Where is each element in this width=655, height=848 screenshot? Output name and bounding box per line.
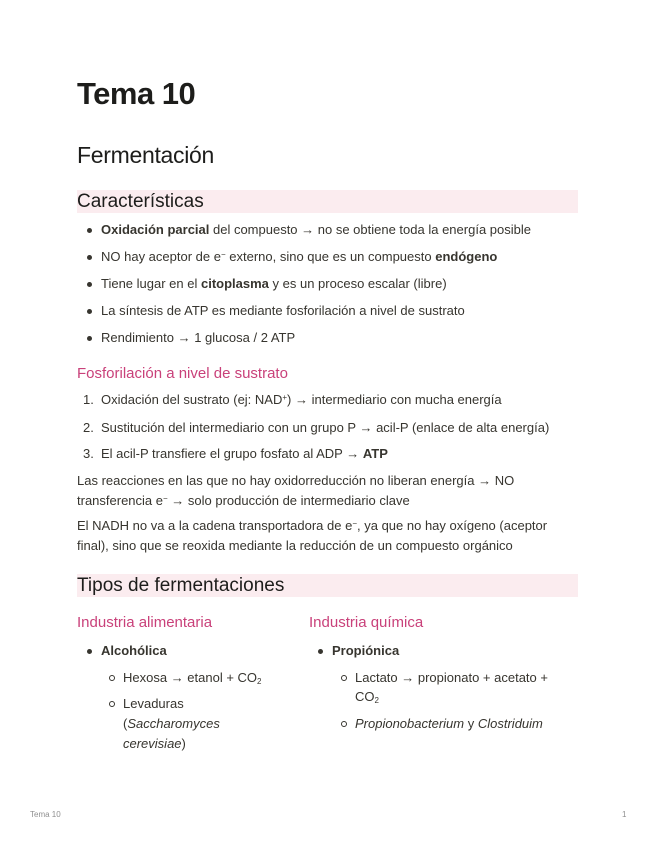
caracteristicas-heading-band bbox=[77, 190, 578, 213]
sub-list-item-cont: $CO_2$ bbox=[355, 689, 379, 705]
section-title: Fermentación bbox=[77, 142, 215, 168]
step-number: 1. bbox=[83, 392, 94, 407]
sub-list-item-cont: cerevisiae) bbox=[123, 736, 186, 751]
sub-list-item-cont: (Saccharomyces bbox=[123, 716, 220, 731]
step-number: 2. bbox=[83, 420, 94, 435]
tipos-heading: Tipos de fermentaciones bbox=[77, 575, 285, 596]
step-text: El acil-P transfiere el grupo fosfato al ADP → ATP bbox=[101, 446, 388, 461]
list-item: Tiene lugar en el citoplasma y es un proceso escalar (libre) bbox=[101, 274, 447, 294]
list-item: NO hay aceptor de e− externo, sino que es un compuesto endógeno bbox=[101, 247, 497, 267]
paragraph-line: El NADH no va a la cadena transportadora de e−, ya que no hay oxígeno (aceptor bbox=[77, 518, 548, 533]
fosforilacion-heading: Fosforilación a nivel de sustrato bbox=[77, 365, 288, 382]
tipos-heading-band bbox=[77, 574, 578, 597]
sub-list-item: Hexosa → etanol + $CO_2$ bbox=[123, 670, 262, 686]
page-number: 1 bbox=[622, 810, 627, 819]
sub-list-item: Lactato → propionato + acetato + bbox=[355, 668, 548, 688]
list-item: Rendimiento → 1 glucosa / 2 ATP bbox=[101, 328, 295, 348]
paragraph-line: Las reacciones en las que no hay oxidorreducción no liberan energía → NO bbox=[77, 473, 515, 488]
list-item: Alcohólica bbox=[101, 641, 167, 661]
paragraph-line: final), sino que se reoxida mediante la reducción de un compuesto orgánico bbox=[77, 538, 513, 553]
step-text: Sustitución del intermediario con un grupo P → acil-P (enlace de alta energía) bbox=[101, 420, 550, 435]
paragraph-line: transferencia e− → solo producción de intermediario clave bbox=[77, 493, 410, 508]
sub-list-item: Propionobacterium y Clostriduim bbox=[355, 714, 543, 734]
list-item: Oxidación parcial del compuesto → no se obtiene toda la energía posible bbox=[101, 220, 531, 240]
list-item: Propiónica bbox=[332, 641, 399, 661]
list-item: La síntesis de ATP es mediante fosforilación a nivel de sustrato bbox=[101, 301, 465, 321]
page-title: Tema 10 bbox=[77, 76, 196, 111]
col2-heading: Industria química bbox=[309, 614, 424, 631]
step-text: Oxidación del sustrato (ej: NAD+) → intermediario con mucha energía bbox=[101, 392, 502, 407]
col1-heading: Industria alimentaria bbox=[77, 614, 213, 631]
footer-title: Tema 10 bbox=[30, 810, 61, 819]
sub-list-item: Levaduras bbox=[123, 694, 184, 714]
caracteristicas-heading: Características bbox=[77, 191, 204, 212]
step-number: 3. bbox=[83, 446, 94, 461]
